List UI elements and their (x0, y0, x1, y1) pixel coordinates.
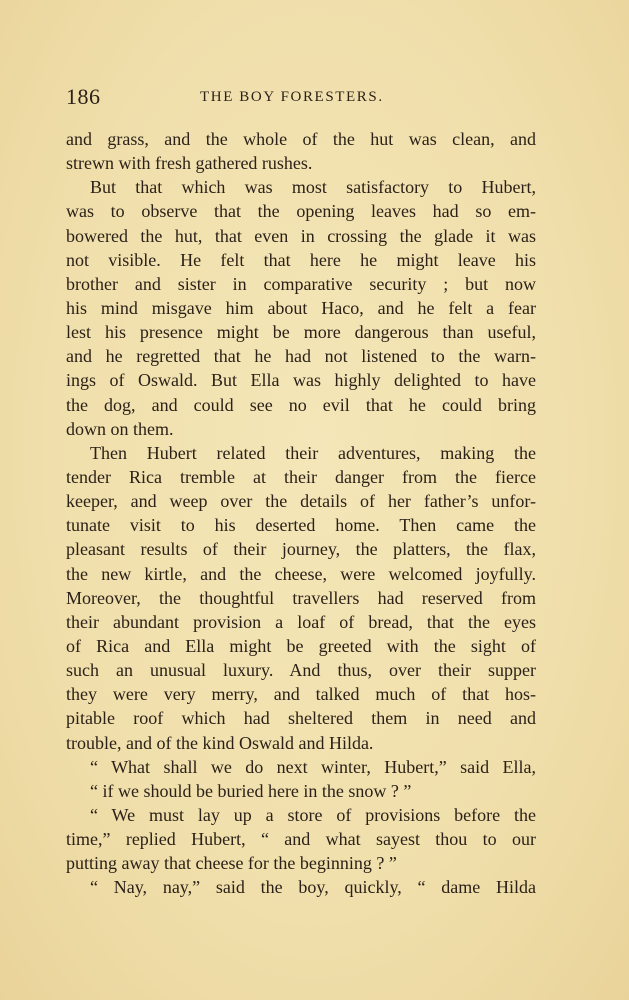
text-line: Moreover, the thoughtful travellers had reserved from (66, 587, 536, 608)
text-line: trouble, and of the kind Oswald and Hilda. (66, 732, 374, 753)
text-line: the new kirtle, and the cheese, were welcomed joyfully. (66, 563, 536, 584)
text-line: pitable roof which had sheltered them in need and (66, 708, 536, 729)
running-head: THE BOY FORESTERS. (200, 89, 384, 105)
text-line: not visible. He felt that here he might leave his (66, 249, 536, 270)
text-line: down on them. (66, 418, 174, 439)
text-line: and grass, and the whole of the hut was clean, and (66, 129, 536, 149)
text-line: strewn with fresh gathered rushes. (66, 153, 313, 174)
text-line: But that which was most satisfactory to Hubert, (90, 177, 536, 198)
text-line: tunate visit to his deserted home. Then came the (66, 515, 536, 536)
text-line: of Rica and Ella might be greeted with the sight of (66, 635, 536, 656)
text-line: they were very merry, and talked much of that hos- (66, 684, 536, 705)
text-line: their abundant provision a loaf of bread, that the eyes (66, 611, 536, 632)
text-line: keeper, and weep over the details of her father’s unfor- (66, 491, 536, 512)
text-line: the dog, and could see no evil that he could bring (66, 394, 536, 415)
text-line: “ if we should be buried here in the snow ? ” (90, 780, 412, 801)
page-header (66, 84, 536, 114)
text-line: time,” replied Hubert, “ and what sayest thou to our (66, 829, 536, 850)
page-number: 186 (66, 84, 101, 109)
text-line: “ We must lay up a store of provisions before the (90, 804, 536, 825)
text-line: ings of Oswald. But Ella was highly delighted to have (66, 370, 536, 391)
body-text (66, 127, 536, 900)
text-line: pleasant results of their journey, the platters, the flax, (66, 539, 536, 560)
text-line: “ What shall we do next winter, Hubert,” said Ella, (90, 756, 536, 777)
text-line: and he regretted that he had not listened to the warn- (66, 346, 536, 367)
text-line: his mind misgave him about Haco, and he felt a fear (66, 297, 536, 318)
text-line: such an unusual luxury. And thus, over their supper (66, 660, 536, 681)
text-line: lest his presence might be more dangerous than useful, (66, 322, 536, 343)
text-line: was to observe that the opening leaves had so em- (66, 201, 536, 222)
text-line: brother and sister in comparative security ; but now (66, 273, 536, 294)
text-line: bowered the hut, that even in crossing the glade it was (66, 225, 536, 246)
text-line: tender Rica tremble at their danger from the fierce (66, 466, 536, 487)
text-line: Then Hubert related their adventures, making the (90, 442, 536, 463)
text-line: putting away that cheese for the beginning ? ” (66, 853, 397, 874)
text-line: “ Nay, nay,” said the boy, quickly, “ dame Hilda (90, 877, 536, 898)
